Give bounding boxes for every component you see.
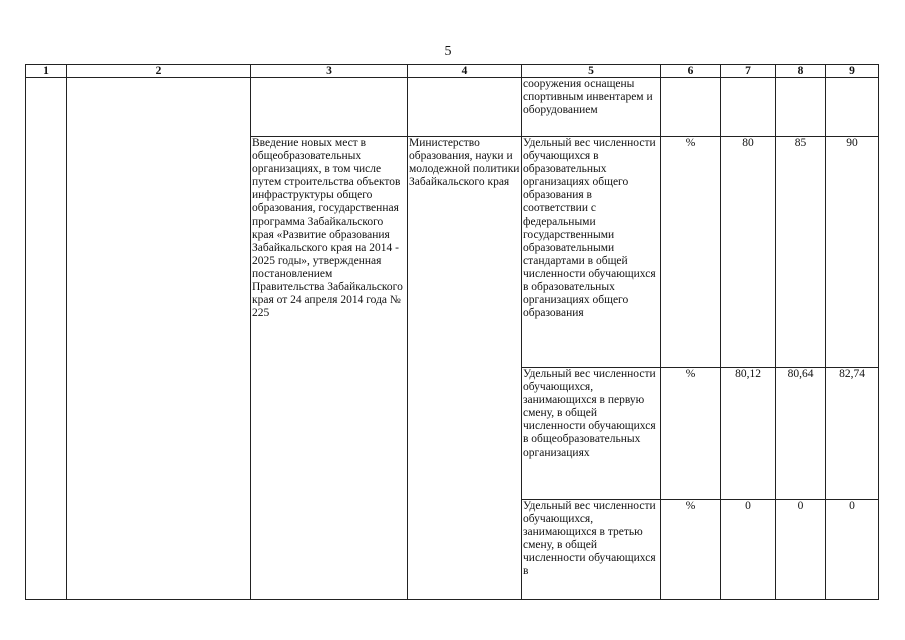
- indicator-value-col7: 80,12: [721, 368, 776, 500]
- indicator-text: Удельный вес численности обучающихся в образовательных организациях общего образования в соответствии с федеральными государственными образовательными стандартами в общей численности обучающихся в образовательных организациях общего образования: [522, 137, 661, 368]
- indicator-value-col8: 80,64: [776, 368, 826, 500]
- indicator-unit: %: [661, 500, 721, 600]
- indicator-continued-text: сооружения оснащены спортивным инвентарем и оборудованием: [522, 78, 661, 137]
- indicator-unit: %: [661, 137, 721, 368]
- column-header-4: 4: [408, 65, 522, 78]
- cell-col3-empty: [251, 78, 408, 137]
- indicator-value-col7: 0: [721, 500, 776, 600]
- indicator-text: Удельный вес численности обучающихся, занимающихся в первую смену, в общей численности обучающихся в общеобразовательных организациях: [522, 368, 661, 500]
- indicator-value-col9: 90: [826, 137, 879, 368]
- indicator-value-col9: 0: [826, 500, 879, 600]
- column-header-1: 1: [26, 65, 67, 78]
- indicator-text: Удельный вес численности обучающихся, занимающихся в третью смену, в общей численности обучающихся в: [522, 500, 661, 600]
- table-row: [26, 78, 879, 137]
- indicator-value-col7: 80: [721, 137, 776, 368]
- column-header-3: 3: [251, 65, 408, 78]
- indicator-value-col9: 82,74: [826, 368, 879, 500]
- indicator-value-col8: 85: [776, 137, 826, 368]
- column-header-9: 9: [826, 65, 879, 78]
- column-header-7: 7: [721, 65, 776, 78]
- cell-col2-empty: [67, 78, 251, 600]
- indicator-unit: %: [661, 368, 721, 500]
- cell-col4-empty: [408, 78, 522, 137]
- cell-col8-empty: [776, 78, 826, 137]
- column-number-header-row: [26, 65, 879, 78]
- column-header-5: 5: [522, 65, 661, 78]
- measure-description: Введение новых мест в общеобразовательных организациях, в том числе путем строительства объектов инфраструктуры общего образования, государственная программа Забайкальского края «Развитие образования Забайкальского края на 2014 - 2025 годы», утвержденная постановлением Правительства Забайкальского края от 24 апреля 2014 года № 225: [251, 137, 408, 600]
- cell-col7-empty: [721, 78, 776, 137]
- column-header-6: 6: [661, 65, 721, 78]
- cell-col6-empty: [661, 78, 721, 137]
- cell-col1-empty: [26, 78, 67, 600]
- measures-table: [25, 64, 879, 600]
- executor-name: Министерство образования, науки и молодежной политики Забайкальского края: [408, 137, 522, 600]
- column-header-2: 2: [67, 65, 251, 78]
- column-header-8: 8: [776, 65, 826, 78]
- page-number: 5: [444, 44, 452, 59]
- cell-col9-empty: [826, 78, 879, 137]
- indicator-value-col8: 0: [776, 500, 826, 600]
